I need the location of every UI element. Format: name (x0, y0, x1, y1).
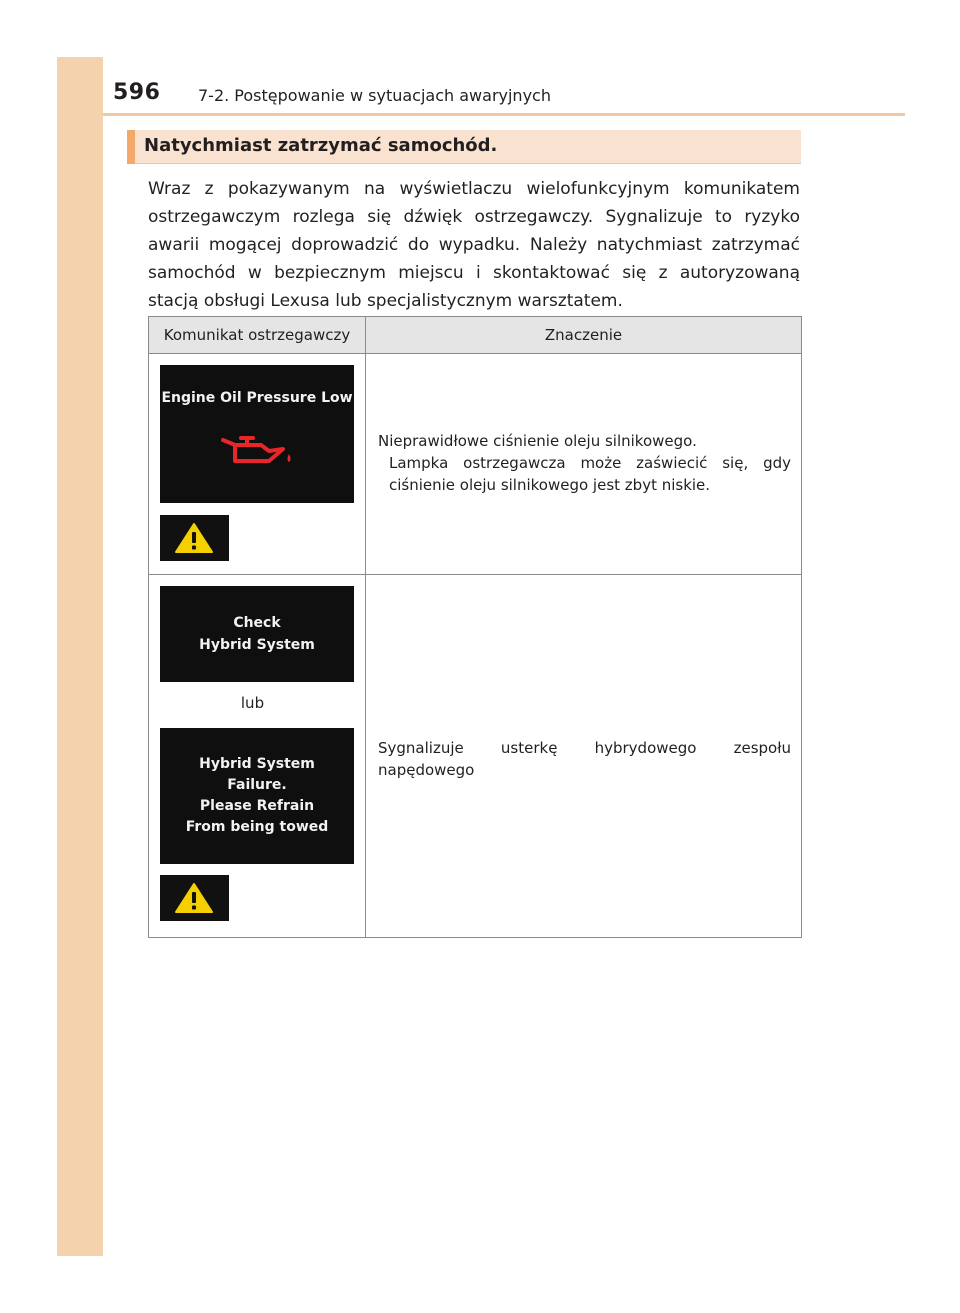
message-cell (149, 575, 366, 938)
column-header-meaning: Znaczenie (366, 317, 802, 354)
side-margin-strip (57, 57, 103, 1256)
meaning-text: Sygnalizuje usterkę hybrydowego zespołu napędowego (378, 739, 791, 779)
display-line: From being towed (185, 819, 329, 835)
table-row (149, 575, 802, 938)
separator-or: lub (240, 694, 265, 712)
meaning-note: Lampka ostrzegawcza może zaświecić się, gdy ciśnienie oleju silnikowego jest zbyt niskie. (389, 454, 791, 494)
display-text: Engine Oil Pressure Low (161, 390, 353, 406)
warning-table (148, 316, 802, 938)
display-check-hybrid-system (160, 586, 354, 682)
section-path: 7-2. Postępowanie w sytuacjach awaryjnych (198, 86, 551, 105)
display-engine-oil-pressure (160, 365, 354, 503)
meaning-cell (366, 575, 802, 938)
display-line: Check (233, 615, 281, 631)
warning-symbol (160, 515, 229, 561)
meaning-text: Nieprawidłowe ciśnienie oleju silnikowego. (378, 432, 697, 450)
display-hybrid-system-failure (160, 728, 354, 864)
warning-triangle-icon (174, 882, 214, 914)
title-accent (127, 130, 135, 164)
column-header-message: Komunikat ostrzegawczy (149, 317, 366, 354)
intro-paragraph: Wraz z pokazywanym na wyświetlaczu wielofunkcyjnym komunikatem ostrzegawczym rozlega się dźwięk ostrzegawczy. Sygnalizuje to ryzyko awarii mogącej doprowadzić do wypadku. Należy natychmiast zatrzymać samochód w bezpiecznym miejscu i skontaktować się z autoryzowaną stacją obsługi Lexusa lub specjalistycznym warsztatem. (148, 179, 800, 311)
display-line: Failure. (227, 777, 287, 793)
page-number: 596 (113, 80, 161, 105)
header-rule (103, 113, 905, 116)
display-line: Hybrid System (199, 756, 315, 772)
warning-triangle-icon (174, 522, 214, 554)
section-title: Natychmiast zatrzymać samochód. (144, 135, 498, 156)
oil-can-icon (217, 431, 297, 471)
warning-symbol (160, 875, 229, 921)
display-line: Hybrid System (199, 637, 315, 653)
table-header-row (149, 317, 802, 354)
message-cell (149, 354, 366, 575)
display-line: Please Refrain (199, 798, 315, 814)
table-row (149, 354, 802, 575)
meaning-cell (366, 354, 802, 575)
section-title-bar (127, 130, 801, 164)
